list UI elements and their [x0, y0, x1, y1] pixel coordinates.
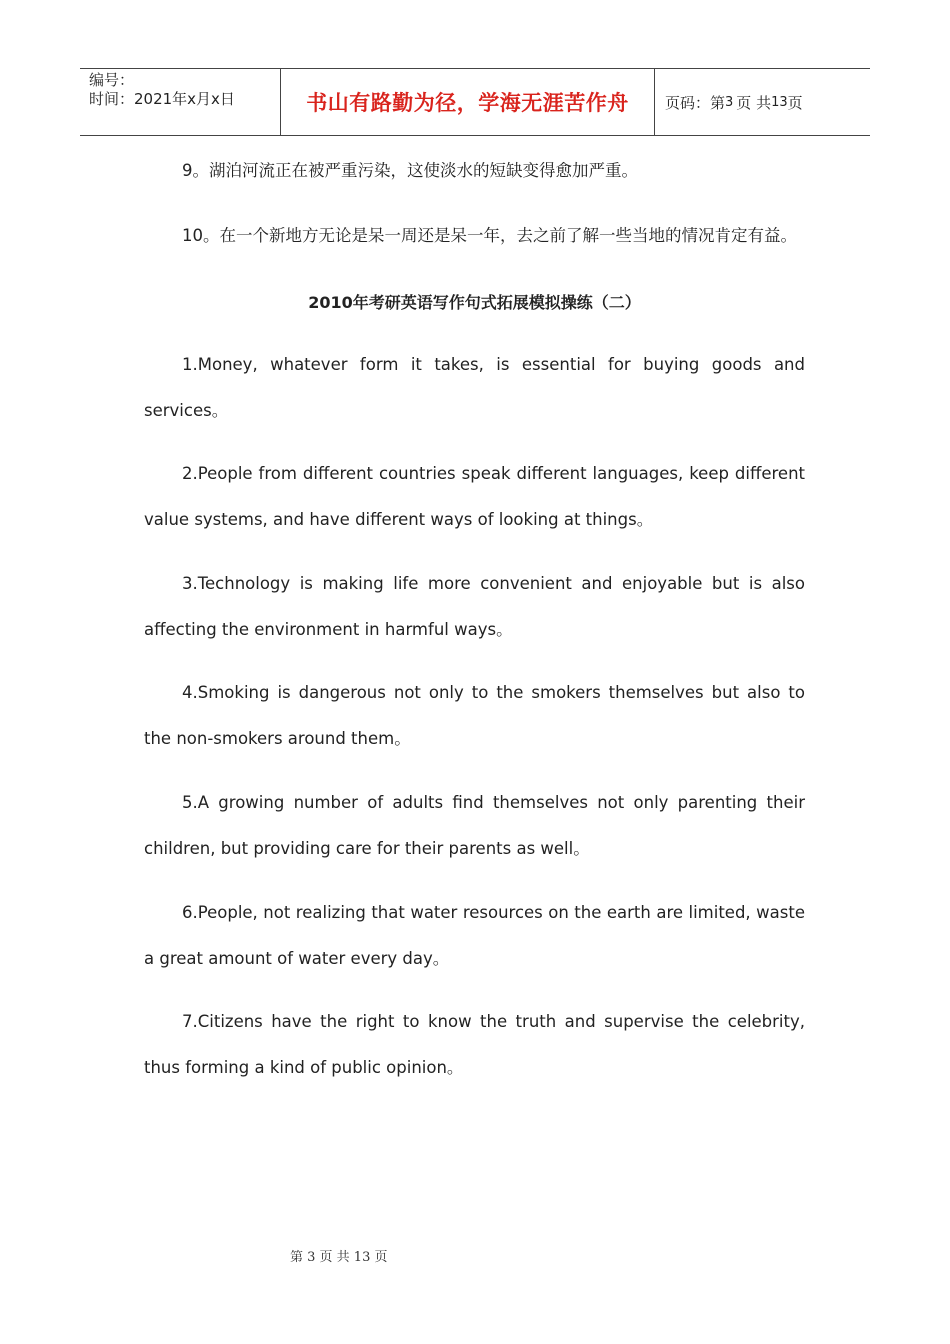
page-prefix: 页码：第: [665, 93, 726, 112]
header-motto-cell: [281, 69, 655, 135]
list-item: 7.Citizens have the right to know the truth and supervise the celebrity, thus forming a kind of public opinion。: [144, 1012, 805, 1077]
doc-code-label: 编号：: [89, 71, 135, 89]
list-item: 2.People from different countries speak different languages, keep different value systems, and have different ways of looking at things。: [144, 464, 805, 529]
list-item: 6.People, not realizing that water resources on the earth are limited, waste a great amount of water every day。: [144, 903, 805, 968]
sentence-9: 9。湖泊河流正在被严重污染，这使淡水的短缺变得愈加严重。: [182, 161, 638, 180]
list-item: 4.Smoking is dangerous not only to the smokers themselves but also to the non-smokers around them。: [144, 683, 805, 748]
section-heading: 2010年考研英语写作句式拓展模拟操练（二）: [308, 293, 641, 312]
page-current: 3: [725, 94, 734, 110]
page-header: [80, 68, 870, 136]
list-item: 1.Money, whatever form it takes, is essential for buying goods and services。: [144, 355, 805, 420]
page-suffix: 页: [787, 93, 803, 112]
page-footer: 第 3 页 共 13 页: [290, 1250, 388, 1265]
header-motto: 书山有路勤为径，学海无涯苦作舟: [306, 91, 629, 115]
list-item: 3.Technology is making life more convenient and enjoyable but is also affecting the environment in harmful ways。: [144, 574, 805, 639]
header-meta: [80, 69, 281, 135]
sentence-10: 10。在一个新地方无论是呆一周还是呆一年，去之前了解一些当地的情况肯定有益。: [182, 226, 797, 245]
list-item: 5.A growing number of adults find themselves not only parenting their children, but providing care for their parents as well。: [144, 793, 805, 858]
page-middle: 页 共: [736, 93, 772, 112]
page-total: 13: [771, 94, 788, 110]
doc-time-label: 时间：2021年x月x日: [89, 90, 235, 108]
header-page-info: [655, 69, 870, 135]
